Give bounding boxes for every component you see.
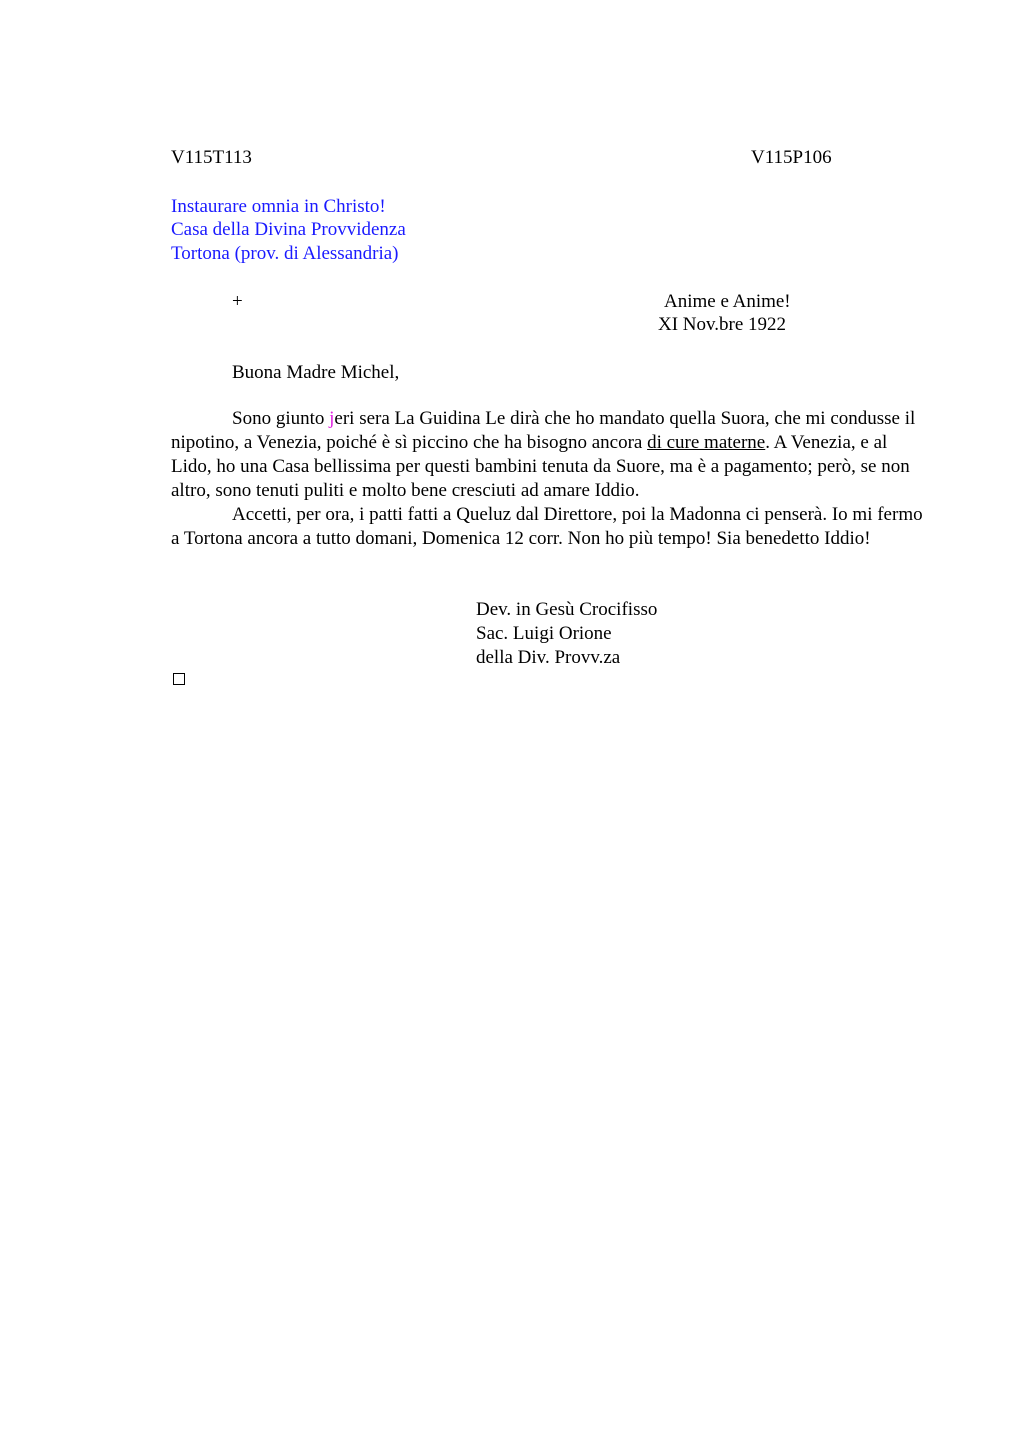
letterhead-location: Tortona (prov. di Alessandria): [171, 243, 399, 264]
letterhead-institution: Casa della Divina Provvidenza: [171, 219, 406, 240]
letter-body: [171, 407, 931, 551]
cross-symbol: +: [232, 291, 243, 312]
paragraph-2: Accetti, per ora, i patti fatti a Queluz dal Direttore, poi la Madonna ci penserà. Io mi fermo a Tortona ancora a tutto domani, Domenica 12 corr. Non ho più tempo! Sia benedetto Iddio!: [171, 504, 923, 549]
paragraph-1-part-c: . A Venezia, e al Lido, ho una Casa bellissima per questi bambini tenuta da Suore, ma è a pagamento; però, se non altro, sono tenuti puliti e molto bene cresciuti ad amare Iddio.: [171, 432, 910, 501]
heading-slogan: Anime e Anime!: [664, 291, 791, 312]
letter-date: XI Nov.bre 1922: [658, 314, 787, 335]
salutation: Buona Madre Michel,: [232, 362, 400, 383]
signature-title: della Div. Provv.za: [476, 647, 621, 668]
paragraph-1: [171, 407, 931, 503]
document-code-right: V115P106: [751, 147, 832, 168]
underlined-phrase: di cure materne: [647, 432, 766, 453]
paragraph-1-part-a: Sono giunto: [232, 408, 330, 429]
letterhead-motto: Instaurare omnia in Christo!: [171, 196, 386, 217]
highlighted-letter: j: [329, 408, 335, 429]
paragraph-1-part-b: eri sera La Guidina Le dirà che ho mandato quella Suora, che mi condusse il nipotino, a Venezia, poiché è sì piccino che ha bisogno ancora: [171, 408, 916, 453]
signature-name: Sac. Luigi Orione: [476, 623, 612, 644]
document-code-left: V115T113: [171, 147, 252, 168]
empty-square-icon: [173, 673, 185, 685]
signature-closing: Dev. in Gesù Crocifisso: [476, 599, 658, 620]
